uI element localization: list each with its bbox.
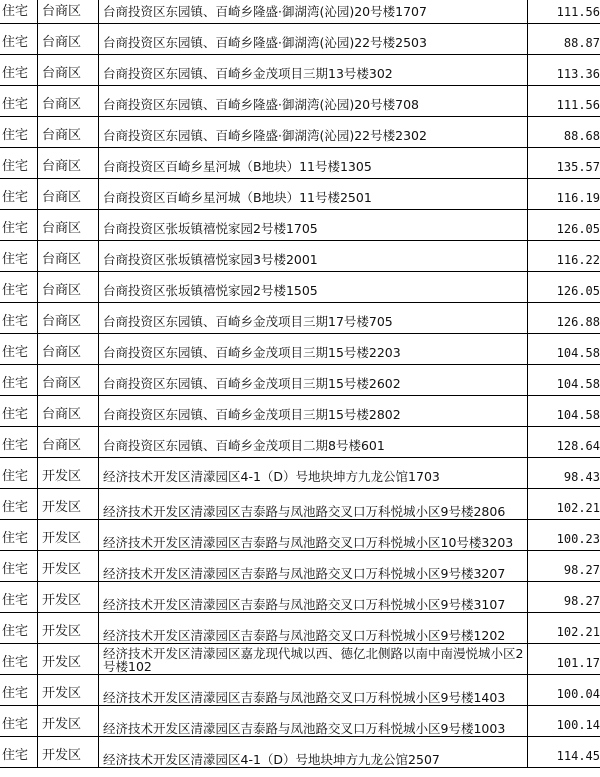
address-cell: 台商投资区东园镇、百崎乡隆盛·御湖湾(沁园)20号楼708 — [99, 86, 528, 117]
address-cell: 台商投资区东园镇、百崎乡金茂项目三期15号楼2802 — [99, 396, 528, 427]
address-cell: 台商投资区东园镇、百崎乡隆盛·御湖湾(沁园)22号楼2302 — [99, 117, 528, 148]
property-type-cell: 住宅 — [0, 24, 38, 55]
property-type-cell: 住宅 — [0, 86, 38, 117]
property-type-cell: 住宅 — [0, 489, 38, 520]
table-row — [0, 613, 600, 644]
address-cell: 台商投资区东园镇、百崎乡隆盛·御湖湾(沁园)22号楼2503 — [99, 24, 528, 55]
property-type-cell: 住宅 — [0, 458, 38, 489]
table-row — [0, 396, 600, 427]
address-cell: 经济技术开发区清濛园区嘉龙现代城以西、德亿北侧路以南中南漫悦城小区2号楼102 — [99, 644, 528, 675]
table-row — [0, 489, 600, 520]
area-cell: 101.17 — [528, 644, 600, 675]
district-cell: 台商区 — [38, 24, 99, 55]
address-cell: 台商投资区张坂镇禧悦家园3号楼2001 — [99, 241, 528, 272]
area-cell: 116.19 — [528, 179, 600, 210]
table-row — [0, 210, 600, 241]
table-row — [0, 737, 600, 768]
district-cell: 台商区 — [38, 303, 99, 334]
address-cell: 台商投资区东园镇、百崎乡隆盛·御湖湾(沁园)20号楼1707 — [99, 0, 528, 24]
address-cell: 经济技术开发区清濛园区4-1（D）号地块坤方九龙公馆1703 — [99, 458, 528, 489]
area-cell: 116.22 — [528, 241, 600, 272]
property-type-cell: 住宅 — [0, 644, 38, 675]
table-row — [0, 365, 600, 396]
area-cell: 98.27 — [528, 551, 600, 582]
property-type-cell: 住宅 — [0, 334, 38, 365]
district-cell: 开发区 — [38, 613, 99, 644]
address-cell: 经济技术开发区清濛园区吉泰路与凤池路交叉口万科悦城小区9号楼1003 — [99, 706, 528, 737]
table-row — [0, 551, 600, 582]
property-type-cell: 住宅 — [0, 179, 38, 210]
property-type-cell: 住宅 — [0, 0, 38, 24]
district-cell: 台商区 — [38, 334, 99, 365]
district-cell: 开发区 — [38, 520, 99, 551]
area-cell: 88.87 — [528, 24, 600, 55]
table-row — [0, 24, 600, 55]
address-cell: 台商投资区张坂镇禧悦家园2号楼1505 — [99, 272, 528, 303]
table-row — [0, 644, 600, 675]
property-type-cell: 住宅 — [0, 520, 38, 551]
address-cell: 台商投资区百崎乡星河城（B地块）11号楼2501 — [99, 179, 528, 210]
table-row — [0, 117, 600, 148]
area-cell: 128.64 — [528, 427, 600, 458]
district-cell: 台商区 — [38, 427, 99, 458]
district-cell: 台商区 — [38, 210, 99, 241]
property-type-cell: 住宅 — [0, 241, 38, 272]
district-cell: 台商区 — [38, 0, 99, 24]
area-cell: 100.04 — [528, 675, 600, 706]
table-row — [0, 148, 600, 179]
address-cell: 台商投资区百崎乡星河城（B地块）11号楼1305 — [99, 148, 528, 179]
district-cell: 台商区 — [38, 396, 99, 427]
district-cell: 开发区 — [38, 644, 99, 675]
area-cell: 111.56 — [528, 86, 600, 117]
district-cell: 开发区 — [38, 706, 99, 737]
address-cell: 台商投资区东园镇、百崎乡金茂项目三期15号楼2602 — [99, 365, 528, 396]
table-row — [0, 582, 600, 613]
area-cell: 102.21 — [528, 613, 600, 644]
property-type-cell: 住宅 — [0, 117, 38, 148]
area-cell: 100.23 — [528, 520, 600, 551]
area-cell: 104.58 — [528, 365, 600, 396]
area-cell: 126.88 — [528, 303, 600, 334]
district-cell: 开发区 — [38, 458, 99, 489]
area-cell: 126.05 — [528, 272, 600, 303]
address-cell: 台商投资区东园镇、百崎乡金茂项目三期17号楼705 — [99, 303, 528, 334]
district-cell: 开发区 — [38, 582, 99, 613]
property-type-cell: 住宅 — [0, 365, 38, 396]
table-row — [0, 458, 600, 489]
area-cell: 98.43 — [528, 458, 600, 489]
address-cell: 经济技术开发区清濛园区吉泰路与凤池路交叉口万科悦城小区9号楼1403 — [99, 675, 528, 706]
area-cell: 88.68 — [528, 117, 600, 148]
table-row — [0, 303, 600, 334]
property-type-cell: 住宅 — [0, 582, 38, 613]
district-cell: 台商区 — [38, 117, 99, 148]
address-cell: 经济技术开发区清濛园区吉泰路与凤池路交叉口万科悦城小区9号楼3207 — [99, 551, 528, 582]
table-row — [0, 86, 600, 117]
address-cell: 经济技术开发区清濛园区吉泰路与凤池路交叉口万科悦城小区9号楼3107 — [99, 582, 528, 613]
district-cell: 开发区 — [38, 551, 99, 582]
area-cell: 111.56 — [528, 0, 600, 24]
table-row — [0, 0, 600, 24]
property-type-cell: 住宅 — [0, 551, 38, 582]
address-cell: 台商投资区东园镇、百崎乡金茂项目三期13号楼302 — [99, 55, 528, 86]
district-cell: 台商区 — [38, 86, 99, 117]
property-type-cell: 住宅 — [0, 303, 38, 334]
address-cell: 台商投资区东园镇、百崎乡金茂项目三期15号楼2203 — [99, 334, 528, 365]
area-cell: 135.57 — [528, 148, 600, 179]
area-cell: 98.27 — [528, 582, 600, 613]
property-type-cell: 住宅 — [0, 396, 38, 427]
district-cell: 台商区 — [38, 179, 99, 210]
table-row — [0, 520, 600, 551]
district-cell: 台商区 — [38, 148, 99, 179]
property-type-cell: 住宅 — [0, 706, 38, 737]
area-cell: 113.36 — [528, 55, 600, 86]
property-type-cell: 住宅 — [0, 148, 38, 179]
address-cell: 经济技术开发区清濛园区吉泰路与凤池路交叉口万科悦城小区10号楼3203 — [99, 520, 528, 551]
area-cell: 104.58 — [528, 334, 600, 365]
table-row — [0, 706, 600, 737]
property-type-cell: 住宅 — [0, 737, 38, 768]
property-type-cell: 住宅 — [0, 427, 38, 458]
table-row — [0, 179, 600, 210]
property-type-cell: 住宅 — [0, 55, 38, 86]
table-row — [0, 272, 600, 303]
district-cell: 开发区 — [38, 675, 99, 706]
table-row — [0, 241, 600, 272]
district-cell: 开发区 — [38, 489, 99, 520]
address-cell: 台商投资区张坂镇禧悦家园2号楼1705 — [99, 210, 528, 241]
district-cell: 开发区 — [38, 737, 99, 768]
district-cell: 台商区 — [38, 241, 99, 272]
address-cell: 台商投资区东园镇、百崎乡金茂项目二期8号楼601 — [99, 427, 528, 458]
address-cell: 经济技术开发区清濛园区吉泰路与凤池路交叉口万科悦城小区9号楼2806 — [99, 489, 528, 520]
district-cell: 台商区 — [38, 55, 99, 86]
address-cell: 经济技术开发区清濛园区4-1（D）号地块坤方九龙公馆2507 — [99, 737, 528, 768]
table-row — [0, 675, 600, 706]
area-cell: 100.14 — [528, 706, 600, 737]
area-cell: 104.58 — [528, 396, 600, 427]
table-row — [0, 427, 600, 458]
property-type-cell: 住宅 — [0, 210, 38, 241]
area-cell: 102.21 — [528, 489, 600, 520]
area-cell: 126.05 — [528, 210, 600, 241]
property-type-cell: 住宅 — [0, 613, 38, 644]
district-cell: 台商区 — [38, 272, 99, 303]
district-cell: 台商区 — [38, 365, 99, 396]
table-row — [0, 334, 600, 365]
table-row — [0, 55, 600, 86]
property-type-cell: 住宅 — [0, 675, 38, 706]
area-cell: 114.45 — [528, 737, 600, 768]
property-type-cell: 住宅 — [0, 272, 38, 303]
address-cell: 经济技术开发区清濛园区吉泰路与凤池路交叉口万科悦城小区9号楼1202 — [99, 613, 528, 644]
